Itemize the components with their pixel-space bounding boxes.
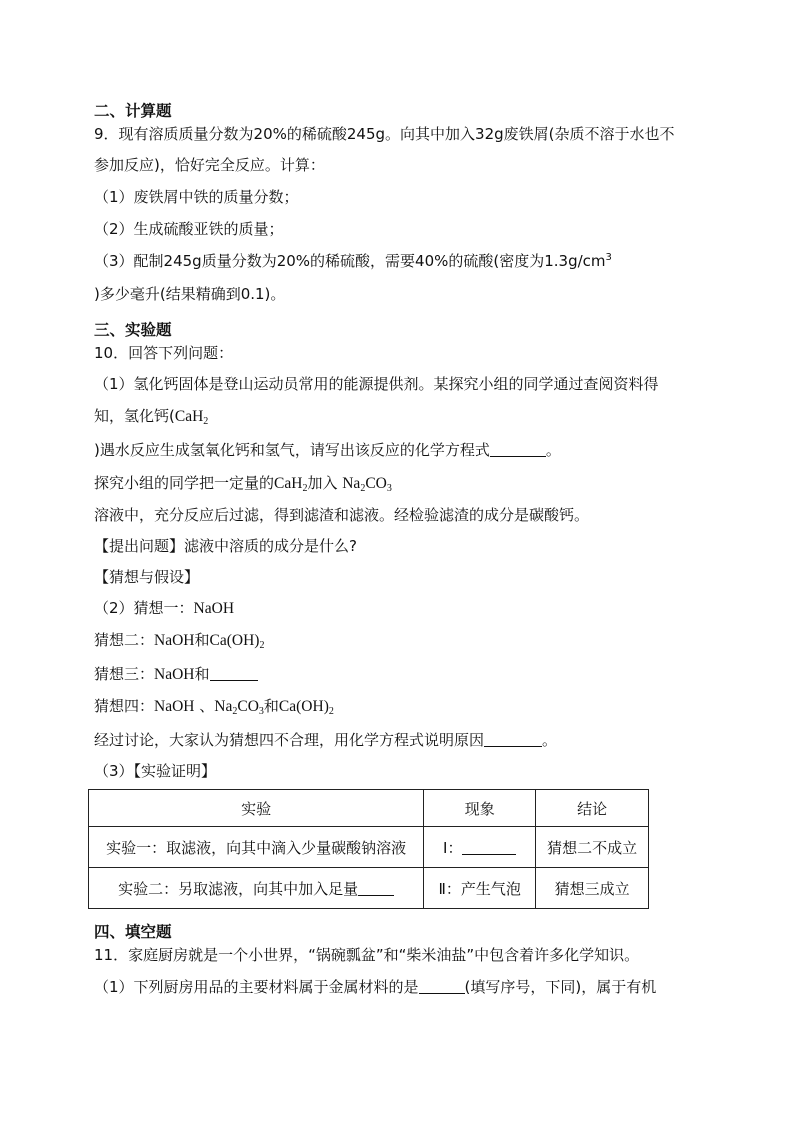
header-conclusion: 结论 xyxy=(536,790,649,827)
q10-p1-line3-text: )遇水反应生成氢氧化钙和氢气，请写出该反应的化学方程式 xyxy=(94,441,490,459)
answer-blank-equation[interactable] xyxy=(490,442,546,457)
guess3-and: 和 xyxy=(194,665,210,683)
section3-heading: 三、实验题 xyxy=(94,321,172,339)
section4-heading: 四、填空题 xyxy=(94,923,172,941)
guess4-and: 和 xyxy=(263,697,279,715)
cah2-base: CaH xyxy=(174,408,204,425)
header-phenomenon: 现象 xyxy=(424,790,536,827)
guess2 xyxy=(94,630,264,651)
guess4-formula-c xyxy=(279,698,334,715)
q11-part1 xyxy=(94,977,656,997)
q10-explore-mid: 加入 xyxy=(307,474,338,492)
q10-explore-line1 xyxy=(94,473,392,494)
guess4-formula-c-base: Ca(OH) xyxy=(278,698,329,715)
q10-question: 【提出问题】滤液中溶质的成分是什么? xyxy=(94,537,357,555)
q10-intro: 10．回答下列问题： xyxy=(94,344,234,362)
q9-line1: 9．现有溶质质量分数为20%的稀硫酸245g。向其中加入32g废铁屑(杂质不溶于水也不 xyxy=(94,125,675,143)
na2co3-b: CO xyxy=(365,475,387,492)
guess4-na2co3-sub1: 2 xyxy=(232,706,238,717)
discussion-text: 经过讨论，大家认为猜想四不合理，用化学方程式说明原因 xyxy=(94,731,485,749)
guess4-formula-c-sub: 2 xyxy=(328,706,334,717)
cah2-sub-2: 2 xyxy=(302,483,308,494)
discussion xyxy=(94,730,557,750)
row2-experiment xyxy=(89,868,424,909)
answer-blank-phenomenon[interactable] xyxy=(462,840,516,855)
guess2-and: 和 xyxy=(194,631,210,649)
guess4-na2co3-a: Na xyxy=(214,698,233,715)
guess4 xyxy=(94,696,334,717)
answer-blank-discussion[interactable] xyxy=(484,732,542,747)
row1-phenomenon-prefix: Ⅰ： xyxy=(443,838,463,857)
guess4-label: 猜想四： xyxy=(94,697,155,715)
guess1 xyxy=(94,598,234,619)
experiment-table xyxy=(88,789,649,909)
q10-p1-line3 xyxy=(94,440,561,460)
discussion-end: 。 xyxy=(542,731,558,749)
row1-phenomenon xyxy=(424,827,536,868)
row2-phenomenon: Ⅱ：产生气泡 xyxy=(424,868,536,909)
guess3-label: 猜想三： xyxy=(94,665,155,683)
guess2-formula-b-base: Ca(OH) xyxy=(209,632,260,649)
cah2-formula xyxy=(175,408,208,425)
cah2-sub: 2 xyxy=(203,416,209,427)
q11-part1-text: （1）下列厨房用品的主要材料属于金属材料的是 xyxy=(94,978,419,996)
q10-explore-text: 探究小组的同学把一定量的 xyxy=(94,474,275,492)
q9-part3-sup: 3 xyxy=(605,252,612,263)
guess3-formula: NaOH xyxy=(154,666,195,683)
q10-hypothesis: 【猜想与假设】 xyxy=(94,568,200,586)
q11-line1: 11．家庭厨房就是一个小世界，“锅碗瓢盆”和“柴米油盐”中包含着许多化学知识。 xyxy=(94,946,640,964)
cah2-base-2: CaH xyxy=(274,475,303,492)
q10-p1-line3-end: 。 xyxy=(545,441,561,459)
part3-label: （3）【实验证明】 xyxy=(94,762,217,780)
guess2-formula-b-sub: 2 xyxy=(259,640,265,651)
guess2-label: 猜想二： xyxy=(94,631,155,649)
guess1-formula: NaOH xyxy=(193,600,235,617)
guess4-formula-b xyxy=(214,698,264,715)
q11-part1-end: (填写序号，下同)，属于有机 xyxy=(464,978,657,996)
guess2-formula-b xyxy=(210,632,265,649)
row2-conclusion: 猜想三成立 xyxy=(536,868,649,909)
header-experiment: 实验 xyxy=(89,790,424,827)
q10-p1-line1: （1）氢化钙固体是登山运动员常用的能源提供剂。某探究小组的同学通过查阅资料得 xyxy=(94,375,659,393)
q9-part3-end: )多少毫升(结果精确到0.1)。 xyxy=(94,285,286,303)
row2-experiment-text: 实验二：另取滤液，向其中加入足量 xyxy=(118,879,359,898)
table-row xyxy=(89,827,649,868)
na2co3-a: Na xyxy=(342,475,361,492)
guess2-formula-a: NaOH xyxy=(154,632,195,649)
guess4-sep: 、 xyxy=(199,697,215,715)
q10-explore-line2: 溶液中，充分反应后过滤，得到滤渣和滤液。经检验滤渣的成分是碳酸钙。 xyxy=(94,506,590,524)
cah2-formula-2 xyxy=(274,475,307,492)
row1-experiment: 实验一：取滤液，向其中滴入少量碳酸钠溶液 xyxy=(89,827,424,868)
table-header-row xyxy=(89,790,649,827)
answer-blank-guess3[interactable] xyxy=(210,666,258,681)
table-row xyxy=(89,868,649,909)
row1-conclusion: 猜想二不成立 xyxy=(536,827,649,868)
q9-part2: （2）生成硫酸亚铁的质量； xyxy=(94,220,284,238)
answer-blank-metal[interactable] xyxy=(419,979,465,994)
q10-p1-line2-text: 知，氢化钙( xyxy=(94,407,175,425)
na2co3-formula xyxy=(342,475,392,492)
q9-part1: （1）废铁屑中铁的质量分数； xyxy=(94,188,299,206)
guess1-label: （2）猜想一： xyxy=(94,599,194,617)
section2-heading: 二、计算题 xyxy=(94,102,172,120)
na2co3-sub1: 2 xyxy=(360,483,366,494)
answer-blank-reagent[interactable] xyxy=(358,881,394,896)
na2co3-sub2: 3 xyxy=(386,483,392,494)
q9-part3 xyxy=(94,251,612,271)
q9-part3-text: （3）配制245g质量分数为20%的稀硫酸，需要40%的硫酸(密度为1.3g/cm xyxy=(94,252,606,270)
guess3 xyxy=(94,664,258,685)
q10-p1-line2 xyxy=(94,406,208,427)
q9-line2: 参加反应)，恰好完全反应。计算： xyxy=(94,156,325,174)
guess4-na2co3-sub2: 3 xyxy=(258,706,264,717)
guess4-formula-a: NaOH xyxy=(154,698,195,715)
guess4-na2co3-b: CO xyxy=(237,698,259,715)
